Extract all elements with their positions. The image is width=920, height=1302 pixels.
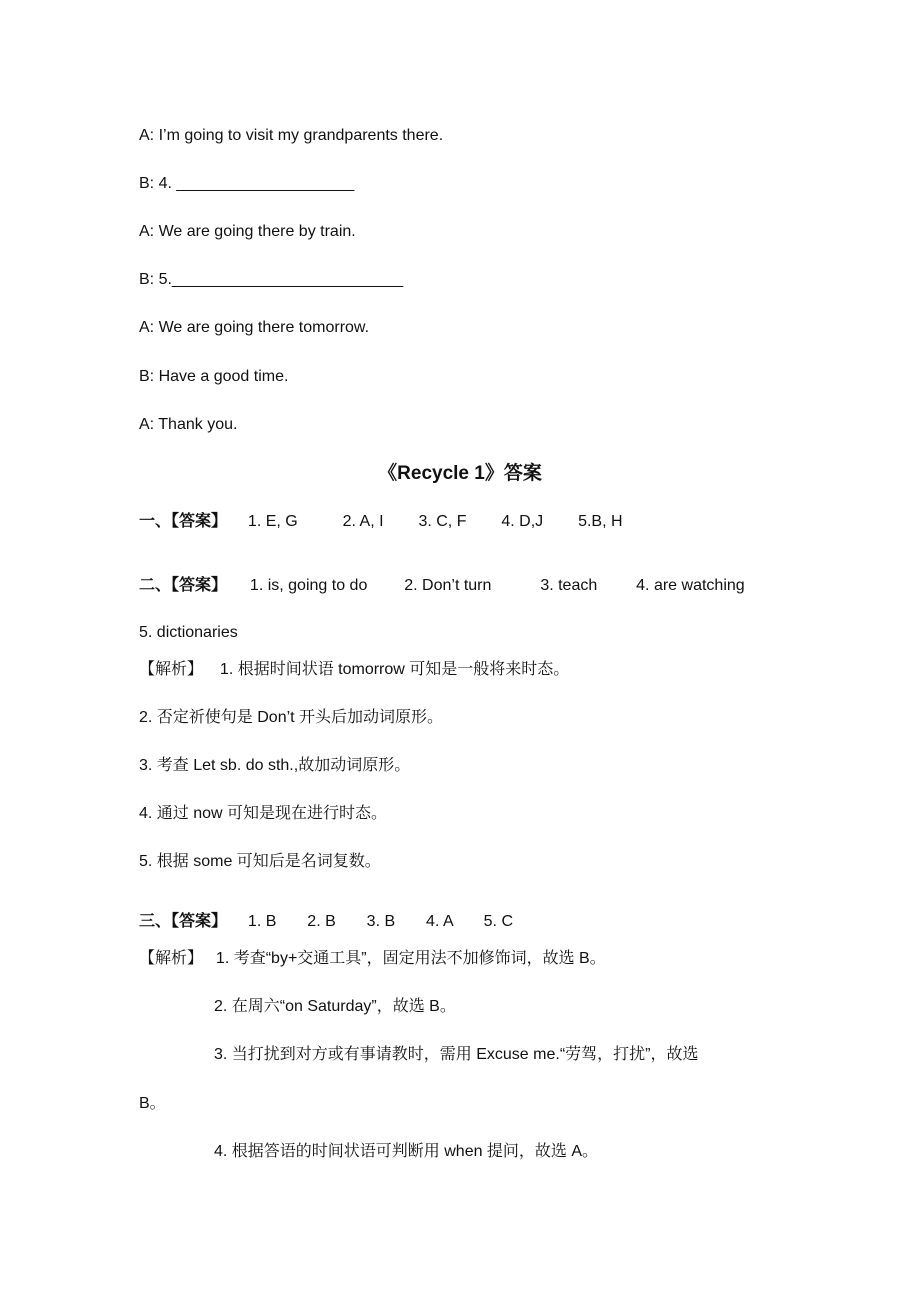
section2-answer-4: 4. are watching: [636, 577, 745, 594]
section3-answer-1: 1. B: [247, 913, 277, 930]
section2-answer-5: 5. dictionaries: [139, 624, 238, 641]
section2-answer-2: 2. Don’t turn: [404, 577, 492, 594]
section2-analysis-1-row: [139, 660, 569, 680]
section1-answer-4: 4. D,J: [501, 513, 544, 530]
dialogue-line-4: B: 5.__________________________: [139, 271, 404, 288]
dialogue-line-1: A: I’m going to visit my grandparents there.: [139, 127, 444, 144]
section2-analysis-label: 【解析】: [139, 661, 204, 678]
section1-row: [139, 512, 623, 532]
section3-analysis-4: 4. 根据答语的时间状语可判断用 when 提问，故选 A。: [214, 1143, 599, 1160]
section2-analysis-4: 4. 通过 now 可知是现在进行时态。: [139, 805, 388, 822]
section3-analysis-2: 2. 在周六“on Saturday”，故选 B。: [214, 998, 456, 1015]
section1-answer-5: 5.B, H: [578, 513, 623, 530]
section1-answer-3: 3. C, F: [418, 513, 467, 530]
answer-title: 《Recycle 1》答案: [378, 463, 542, 484]
section2-answer-3: 3. teach: [540, 577, 598, 594]
section3-answer-3: 3. B: [366, 913, 396, 930]
section3-analysis-label: 【解析】: [139, 950, 204, 967]
section1-answer-1: 1. E, G: [247, 513, 298, 530]
section3-heading: 三、【答案】: [139, 913, 228, 930]
dialogue-line-3: A: We are going there by train.: [139, 223, 356, 240]
dialogue-line-6: B: Have a good time.: [139, 368, 289, 385]
section2-analysis-2: 2. 否定祈使句是 Don’t 开头后加动词原形。: [139, 709, 444, 726]
section2-row: [139, 576, 745, 596]
section3-answer-2: 2. B: [307, 913, 336, 930]
section1-heading: 一、【答案】: [139, 513, 228, 530]
section2-analysis-3: 3. 考查 Let sb. do sth.,故加动词原形。: [139, 757, 411, 774]
section2-answer-1: 1. is, going to do: [249, 577, 368, 594]
section3-analysis-3: 3. 当打扰到对方或有事请教时，需用 Excuse me.“劳驾，打扰”，故选: [214, 1046, 699, 1063]
section3-analysis-3-cont: B。: [139, 1095, 166, 1112]
section2-heading: 二、【答案】: [139, 577, 228, 594]
section2-analysis-1: 1. 根据时间状语 tomorrow 可知是一般将来时态。: [219, 661, 570, 678]
dialogue-line-5: A: We are going there tomorrow.: [139, 319, 370, 336]
section1-answer-2: 2. A, I: [342, 513, 384, 530]
section3-answer-5: 5. C: [483, 913, 513, 930]
dialogue-line-2: B: 4. ____________________: [139, 175, 355, 192]
section2-analysis-5: 5. 根据 some 可知后是名词复数。: [139, 853, 381, 870]
section3-answer-4: 4. A: [426, 913, 453, 930]
section3-analysis-1: 1. 考查“by+交通工具”，固定用法不加修饰词，故选 B。: [215, 950, 606, 967]
section3-row: [139, 912, 513, 932]
dialogue-line-7: A: Thank you.: [139, 416, 238, 433]
section3-analysis-1-row: [139, 949, 606, 969]
